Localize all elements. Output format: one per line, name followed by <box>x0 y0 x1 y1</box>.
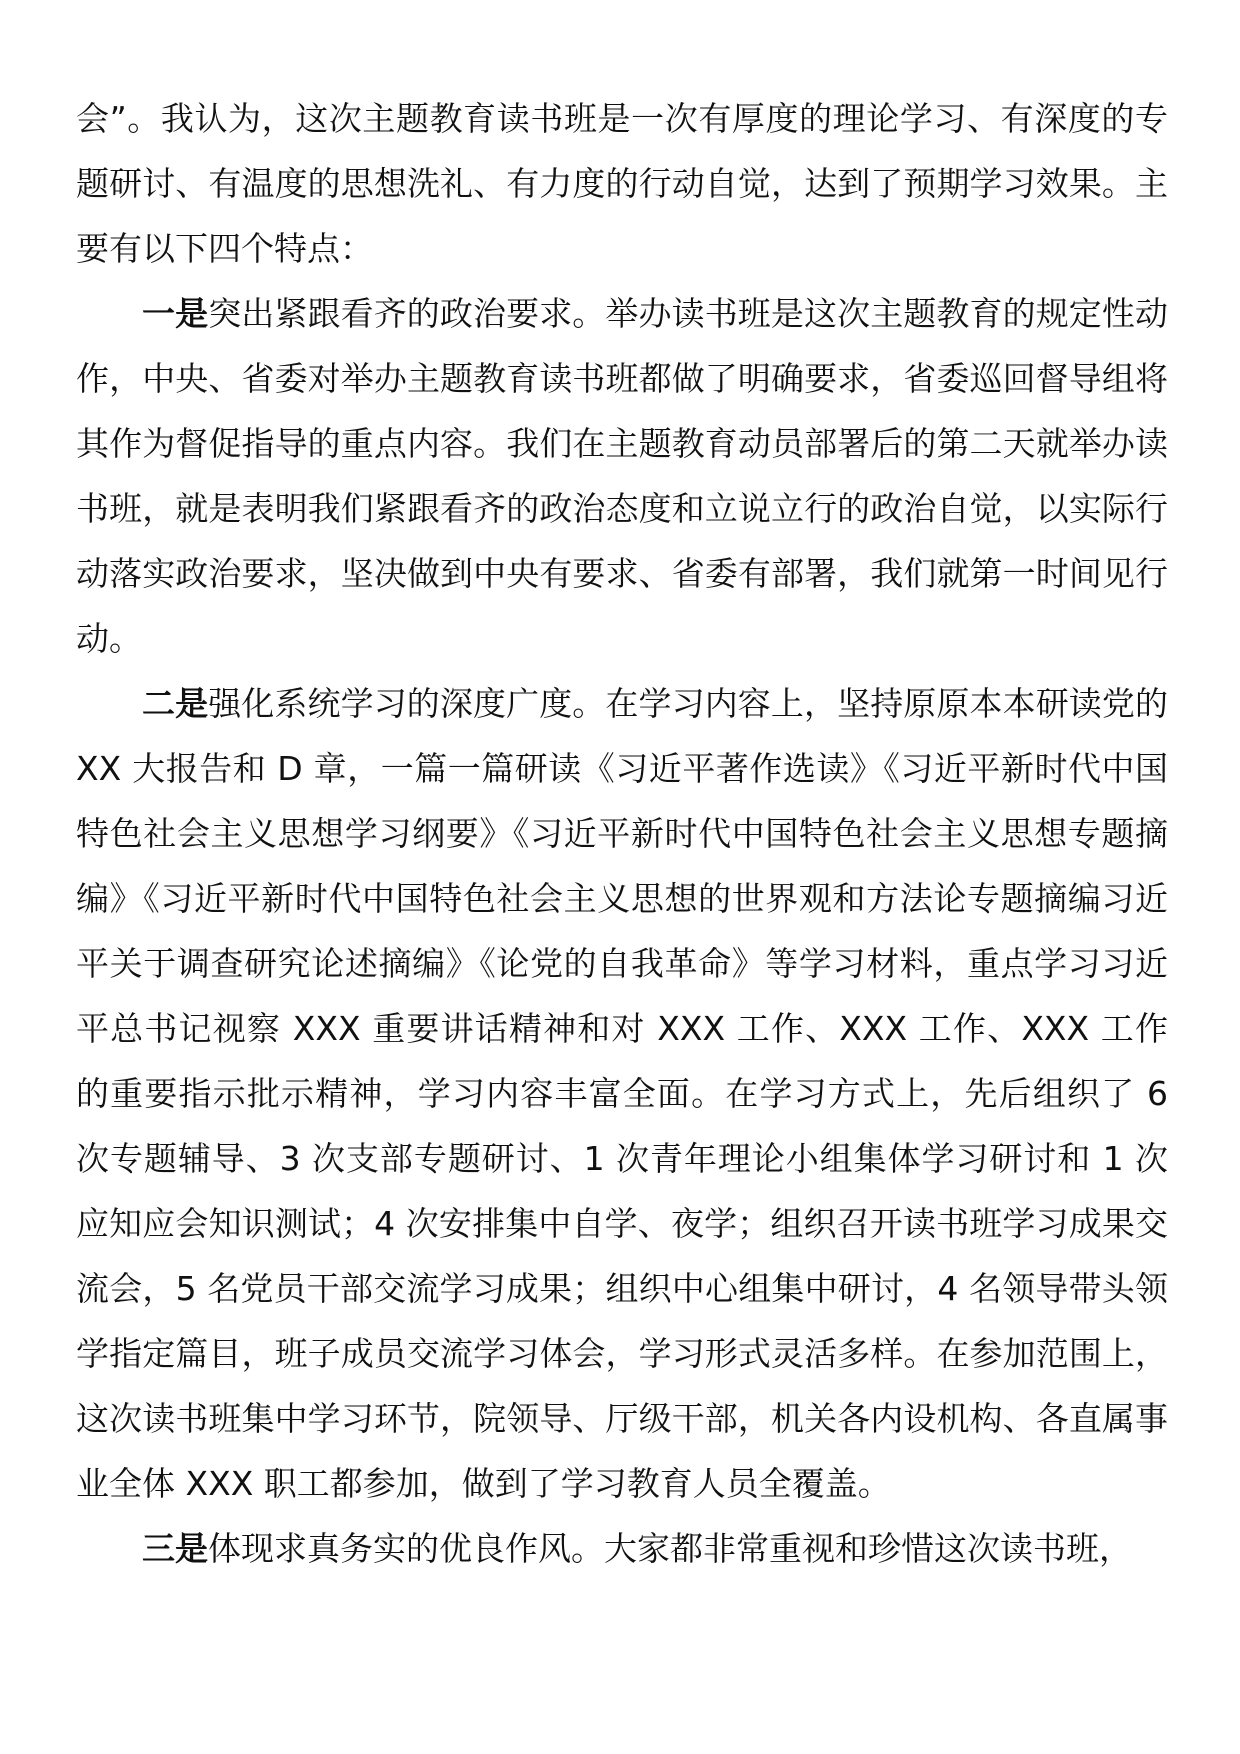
point-two-text: 强化系统学习的深度广度。在学习内容上，坚持原原本本研读党的 XX 大报告和 D 章，一篇一篇研读《习近平著作选读》《习近平新时代中国特色社会主义思想学习纲要》《习近平新时代中国特色社会主义思想专题摘编》《习近平新时代中国特色社会主义思想的世界观和方法论专题摘编习近平关于调查研究论述摘编》《论党的自我革命》等学习材料，重点学习习近平总书记视察 XXX 重要讲话精神和对 XXX 工作、XXX 工作、XXX 工作的重要指示批示精神，学习内容丰富全面。在学习方式上，先后组织了 6 次专题辅导、3 次支部专题研讨、1 次青年理论小组集体学习研讨和 1 次应知应会知识测试；4 次安排集中自学、夜学；组织召开读书班学习成果交流会，5 名党员干部交流学习成果；组织中心组集中研讨，4 名领导带头领学指定篇目，班子成员交流学习体会，学习形式灵活多样。在参加范围上，这次读书班集中学习环节，院领导、厅级干部，机关各内设机构、各直属事业全体 XXX 职工都参加，做到了学习教育人员全覆盖。 <box>76 684 1169 1503</box>
paragraph-point-two <box>76 671 1168 1516</box>
point-one-lead: 一是 <box>142 294 209 333</box>
paragraph-intro <box>76 86 1168 281</box>
document-body <box>76 86 1168 1581</box>
point-three-lead: 三是 <box>142 1529 208 1568</box>
paragraph-intro-text: 会”。我认为，这次主题教育读书班是一次有厚度的理论学习、有深度的专题研讨、有温度的思想洗礼、有力度的行动自觉，达到了预期学习效果。主要有以下四个特点： <box>76 99 1168 268</box>
point-one-text: 突出紧跟看齐的政治要求。举办读书班是这次主题教育的规定性动作，中央、省委对举办主题教育读书班都做了明确要求，省委巡回督导组将其作为督促指导的重点内容。我们在主题教育动员部署后的第二天就举办读书班，就是表明我们紧跟看齐的政治态度和立说立行的政治自觉，以实际行动落实政治要求，坚决做到中央有要求、省委有部署，我们就第一时间见行动。 <box>76 294 1169 658</box>
point-two-lead: 二是 <box>142 684 209 723</box>
paragraph-point-one <box>76 281 1168 671</box>
paragraph-point-three <box>76 1516 1168 1581</box>
point-three-text: 体现求真务实的优良作风。大家都非常重视和珍惜这次读书班， <box>208 1529 1132 1568</box>
